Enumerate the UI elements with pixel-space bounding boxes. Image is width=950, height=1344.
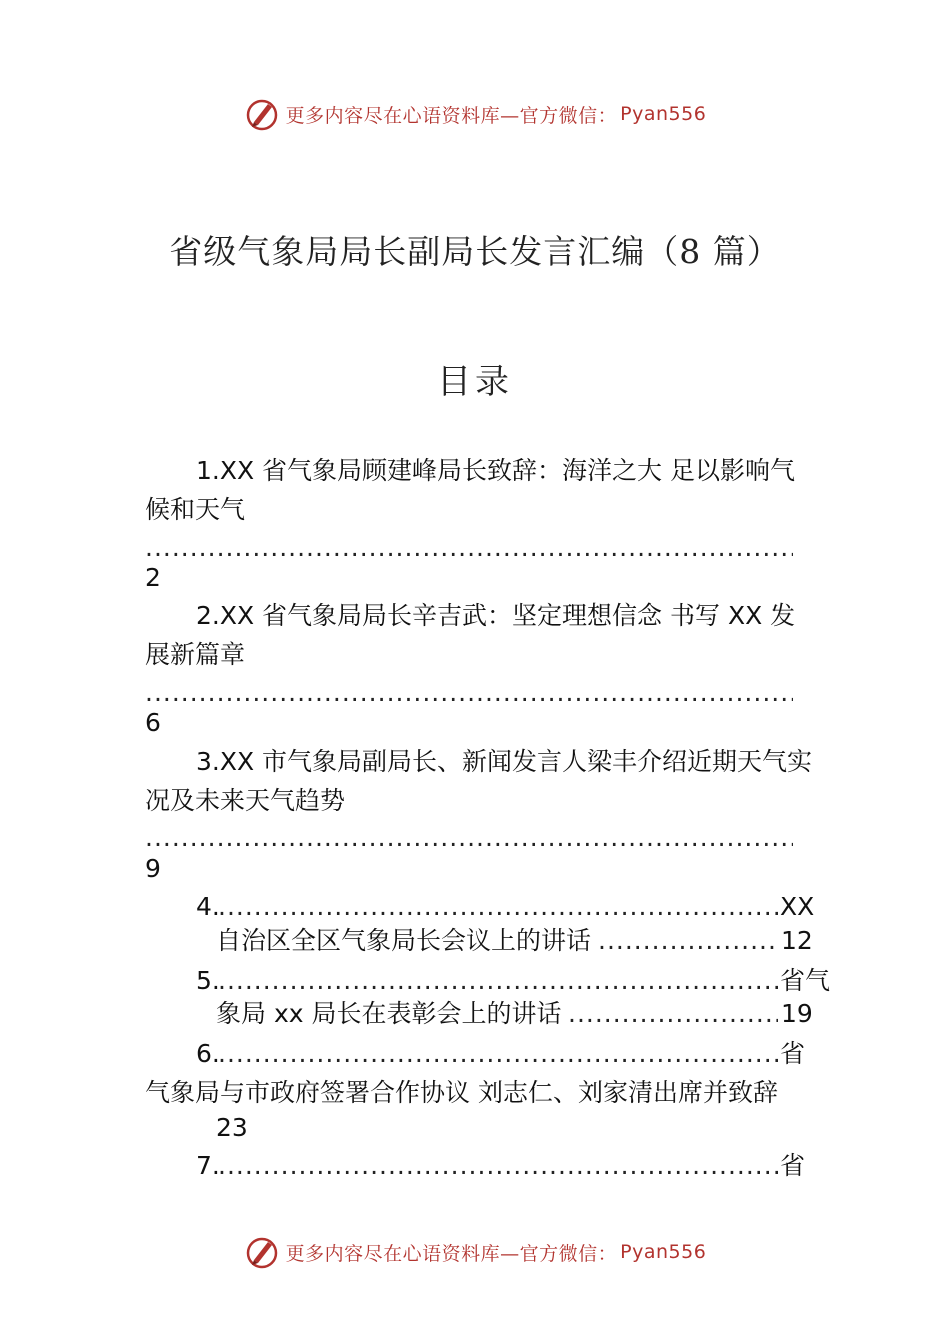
- toc-entry-5-leader2: [568, 996, 778, 1032]
- toc-entry-4-leader2: [598, 923, 778, 959]
- toc-entry-6-tail[interactable]: 省: [780, 1039, 806, 1068]
- watermark-footer: [0, 1232, 950, 1272]
- toc-entry-4-page[interactable]: 12: [781, 926, 813, 955]
- toc-entry-6-page[interactable]: 23: [216, 1113, 248, 1142]
- toc-entry-4-number[interactable]: 4.: [196, 892, 220, 921]
- toc-entry-5-leader: [218, 963, 778, 999]
- toc-entry-5-number[interactable]: 5.: [196, 966, 220, 995]
- watermark-wechat-id: Pyan556: [620, 1241, 707, 1263]
- toc-entry-5-tail[interactable]: 省气: [780, 966, 831, 995]
- toc-entry-7-leader: [218, 1148, 778, 1184]
- toc-entry-7-tail[interactable]: 省: [780, 1151, 806, 1180]
- toc-entry-1-line1[interactable]: 1.XX 省气象局顾建峰局长致辞：海洋之大 足以影响气: [196, 456, 796, 485]
- toc-entry-1-leader: [145, 530, 793, 566]
- toc-entry-5-page[interactable]: 19: [781, 999, 813, 1028]
- watermark-header: [0, 94, 950, 134]
- toc-entry-3-line1[interactable]: 3.XX 市气象局副局长、新闻发言人梁丰介绍近期天气实: [196, 747, 813, 776]
- toc-entry-3-line2[interactable]: 况及未来天气趋势: [145, 786, 346, 815]
- document-title: 省级气象局局长副局长发言汇编（8 篇）: [169, 232, 781, 271]
- toc-entry-1-line2[interactable]: 候和天气: [145, 495, 246, 524]
- watermark-text: 更多内容尽在心语资料库—官方微信：: [285, 1242, 618, 1265]
- toc-entry-4-line2[interactable]: 自治区全区气象局长会议上的讲话: [216, 926, 592, 955]
- toc-entry-3-page[interactable]: 9: [145, 854, 161, 883]
- toc-entry-6-line2[interactable]: 气象局与市政府签署合作协议 刘志仁、刘家清出席并致辞: [145, 1078, 778, 1107]
- toc-entry-6-number[interactable]: 6.: [196, 1039, 220, 1068]
- toc-entry-2-page[interactable]: 6: [145, 708, 161, 737]
- toc-entry-5-line2[interactable]: 象局 xx 局长在表彰会上的讲话: [216, 999, 562, 1028]
- toc-entry-2-line2[interactable]: 展新篇章: [145, 640, 246, 669]
- toc-entry-4-tail[interactable]: XX: [780, 892, 815, 921]
- toc-entry-6-leader: [218, 1036, 778, 1072]
- pen-logo-icon: [244, 1234, 280, 1270]
- watermark-wechat-id: Pyan556: [620, 103, 707, 125]
- toc-entry-2-line1[interactable]: 2.XX 省气象局局长辛吉武：坚定理想信念 书写 XX 发: [196, 601, 796, 630]
- toc-entry-3-leader: [145, 820, 793, 856]
- watermark-text: 更多内容尽在心语资料库—官方微信：: [285, 104, 618, 127]
- toc-entry-1-page[interactable]: 2: [145, 563, 161, 592]
- toc-entry-7-number[interactable]: 7.: [196, 1151, 220, 1180]
- pen-logo-icon: [244, 96, 280, 132]
- toc-entry-2-leader: [145, 675, 793, 711]
- toc-entry-4-leader: [218, 889, 778, 925]
- toc-heading: 目录: [437, 362, 513, 402]
